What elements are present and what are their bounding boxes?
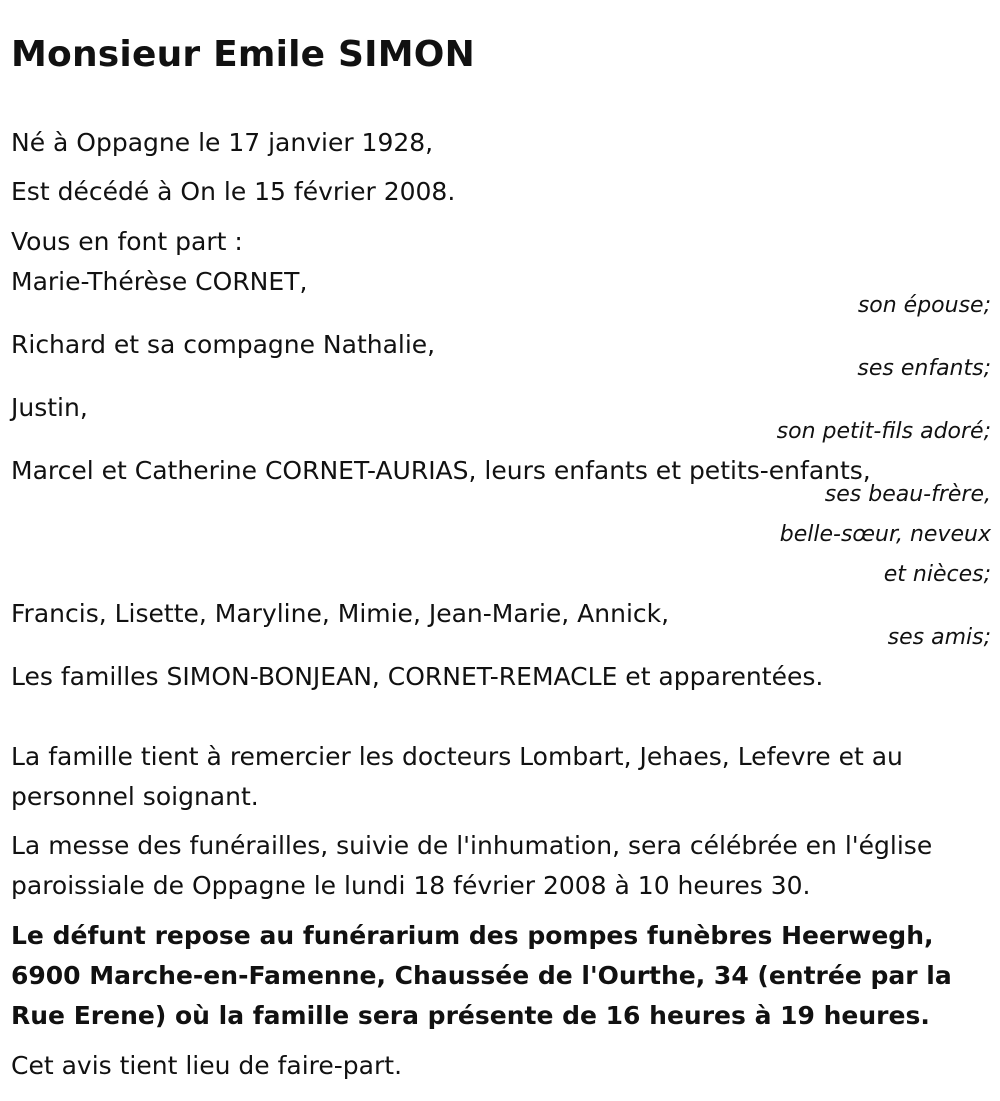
family-member-name: Francis, Lisette, Maryline, Mimie, Jean-Marie, Annick,: [11, 599, 670, 628]
family-member-name: Marcel et Catherine CORNET-AURIAS, leurs enfants et petits-enfants,: [11, 456, 871, 485]
thanks-paragraph: La famille tient à remercier les docteurs Lombart, Jehaes, Lefevre et au personnel soignant.: [11, 742, 903, 811]
mass-paragraph: La messe des funérailles, suivie de l'inhumation, sera célébrée en l'église paroissiale de Oppagne le lundi 18 février 2008 à 10 heures 30.: [11, 831, 933, 900]
deceased-name-title: Monsieur Emile SIMON: [11, 34, 475, 75]
family-relation: ses beau-frère,: [824, 482, 991, 507]
family-relation: son petit-fils adoré;: [776, 419, 991, 444]
family-member-name: Marie-Thérèse CORNET,: [11, 267, 308, 296]
family-relation: et nièces;: [883, 562, 991, 587]
birth-line: Né à Oppagne le 17 janvier 1928,: [11, 128, 434, 157]
family-relation: ses amis;: [887, 625, 991, 650]
families-line: Les familles SIMON-BONJEAN, CORNET-REMACLE et apparentées.: [11, 662, 824, 691]
announcement-intro: Vous en font part :: [11, 227, 243, 256]
family-member-name: Richard et sa compagne Nathalie,: [11, 330, 436, 359]
family-relation: belle-sœur, neveux: [779, 522, 991, 547]
family-relation: son épouse;: [857, 293, 991, 318]
family-relation: ses enfants;: [857, 356, 991, 381]
death-line: Est décédé à On le 15 février 2008.: [11, 177, 456, 206]
family-member-name: Justin,: [11, 393, 88, 422]
closing-line: Cet avis tient lieu de faire-part.: [11, 1051, 403, 1080]
repose-paragraph: Le défunt repose au funérarium des pompes funèbres Heerwegh, 6900 Marche-en-Famenne, Chaussée de l'Ourthe, 34 (entrée par la Rue Erene) où la famille sera présente de 16 heures à 19 heures.: [11, 921, 952, 1030]
